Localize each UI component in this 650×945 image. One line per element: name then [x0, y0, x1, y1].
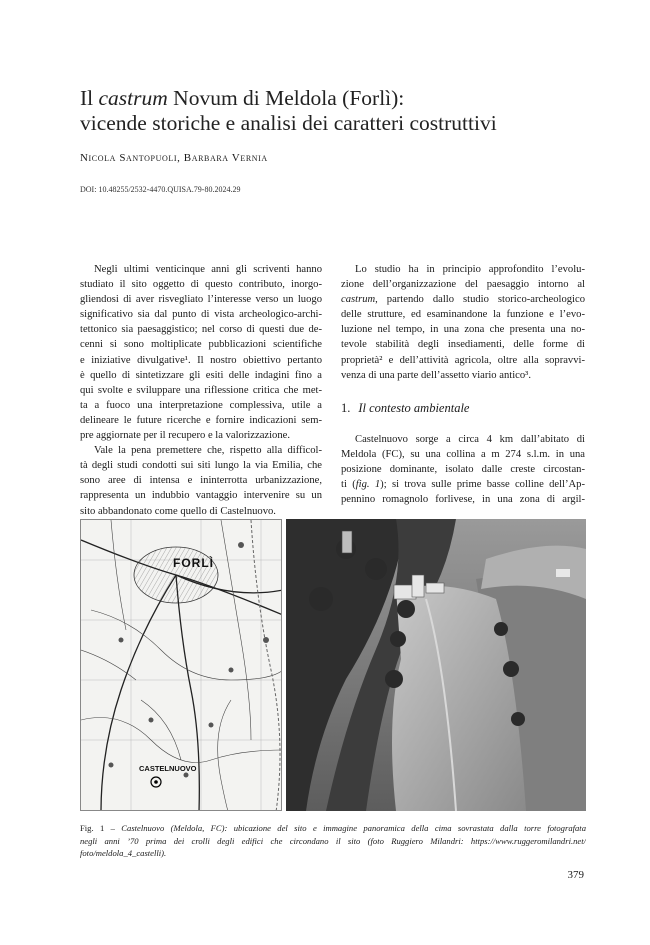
text-line: delle strutture, ed esaminandone la funzione e l’evo-	[341, 309, 585, 321]
text-line: castrum, partendo dallo studio storico-archeologico	[341, 294, 585, 306]
text-line: pennino romagnolo forlivese, in una zona di argil-	[341, 494, 585, 506]
right-column-body	[341, 432, 585, 507]
caption-line: negli anni ’70 prima dei crolli degli edifici che circondano il sito (foto Ruggiero Milandri: https://www.ruggeromilandri.net/	[80, 835, 586, 846]
aerial-photo	[286, 519, 586, 811]
location-map	[80, 519, 282, 811]
text-line: e iniziative divulgative¹. Il nostro obiettivo pertanto	[80, 354, 322, 366]
article-title	[80, 86, 600, 136]
figure-1	[80, 519, 586, 811]
section-number: 1.	[341, 401, 351, 415]
map-site-label: CASTELNUOVO	[139, 764, 197, 773]
text-line: cenni si sono moltiplicate pubblicazioni scientifiche	[80, 339, 322, 351]
map-city-label: FORLÌ	[173, 556, 214, 570]
text-line: luzione nel tempo, in una zona che presenta una no-	[341, 324, 585, 336]
text-line: Vale la pena premettere che, rispetto alla difficol-	[94, 445, 322, 457]
text-line: pre aggiornate per il recupero e la valorizzazione.	[80, 430, 290, 442]
text-line: sono aree di intensa e ininterrotta urbanizzazione,	[80, 475, 322, 487]
article-authors: Nicola Santopuoli, Barbara Vernia	[80, 152, 268, 164]
caption-line	[80, 822, 586, 835]
text-line: qui svolte e sviluppare una riflessione critica che met-	[80, 384, 322, 396]
text-line-rest: , partendo dallo studio storico-archeologico	[375, 294, 585, 306]
text-line: proprietà² e dell’attività agricola, oltre alla sopravvi-	[341, 354, 585, 366]
text-line: Lo studio ha in principio approfondito l’evolu-	[355, 264, 585, 275]
text-line: venza di una parte dell’assetto viario antico³.	[341, 369, 531, 381]
text-line: rappresenta un indubbio vantaggio intervenire su un	[80, 490, 322, 502]
section-heading	[341, 401, 469, 416]
page-number: 379	[567, 869, 584, 881]
text-line: tettonico sia paesaggistico; nel corso di questi due de-	[80, 324, 322, 336]
text-line: ti (fig. 1); si trova sulle prime basse colline dell’Ap-	[341, 479, 585, 491]
text-line: zione dell’organizzazione del paesaggio intorno al	[341, 279, 585, 291]
text-line: Meldola (FC), su una collina a m 274 s.l.m. in una	[341, 449, 585, 461]
text-line: delineare le future ricerche e fornire indicazioni sem-	[80, 414, 322, 426]
caption-line: foto/meldola_4_castelli).	[80, 848, 167, 858]
text-line: studiato il sito oggetto di questo contributo, inorgo-	[80, 279, 322, 291]
left-column	[80, 262, 322, 519]
title-line-1: Il castrum Novum di Meldola (Forlì):	[80, 86, 405, 110]
text-line: è quello di sintetizzare gli esiti delle indagini fino a	[80, 369, 322, 381]
aerial-photo-drawing	[286, 519, 586, 811]
doi-link[interactable]: DOI: 10.48255/2532-4470.QUISA.79-80.2024.29	[80, 185, 241, 194]
text-line: Castelnuovo sorge a circa 4 km dall’abitato di	[355, 434, 585, 445]
text-line: posizione dominante, isolato dalle creste circostan-	[341, 464, 585, 476]
text-line: tevole stabilità degli insediamenti, delle forme di	[341, 339, 585, 351]
caption-text: Castelnuovo (Meldola, FC): ubicazione del sito e immagine panoramica della cima sovrastata dalla torre fotografata	[121, 823, 586, 833]
figure-caption	[80, 822, 586, 860]
text-line: tà degli studi condotti sui siti lungo la via Emilia, che	[80, 460, 322, 472]
caption-label: Fig. 1 –	[80, 823, 122, 833]
text-line: Negli ultimi venticinque anni gli scriventi hanno	[94, 264, 322, 275]
section-title: Il contesto ambientale	[358, 401, 470, 415]
text-line: significativo sia dal punto di vista archeologico-archi-	[80, 309, 322, 321]
text-line: ta a fuoco una interpretazione complessiva, utile a	[80, 399, 322, 411]
text-line: glìendosi di aver risvegliato l’interesse verso un luogo	[80, 294, 322, 306]
text-line: sito abbandonato come quello di Castelnuovo.	[80, 505, 276, 517]
right-column-intro	[341, 262, 585, 383]
title-line-2: vicende storiche e analisi dei caratteri costruttivi	[80, 111, 497, 135]
